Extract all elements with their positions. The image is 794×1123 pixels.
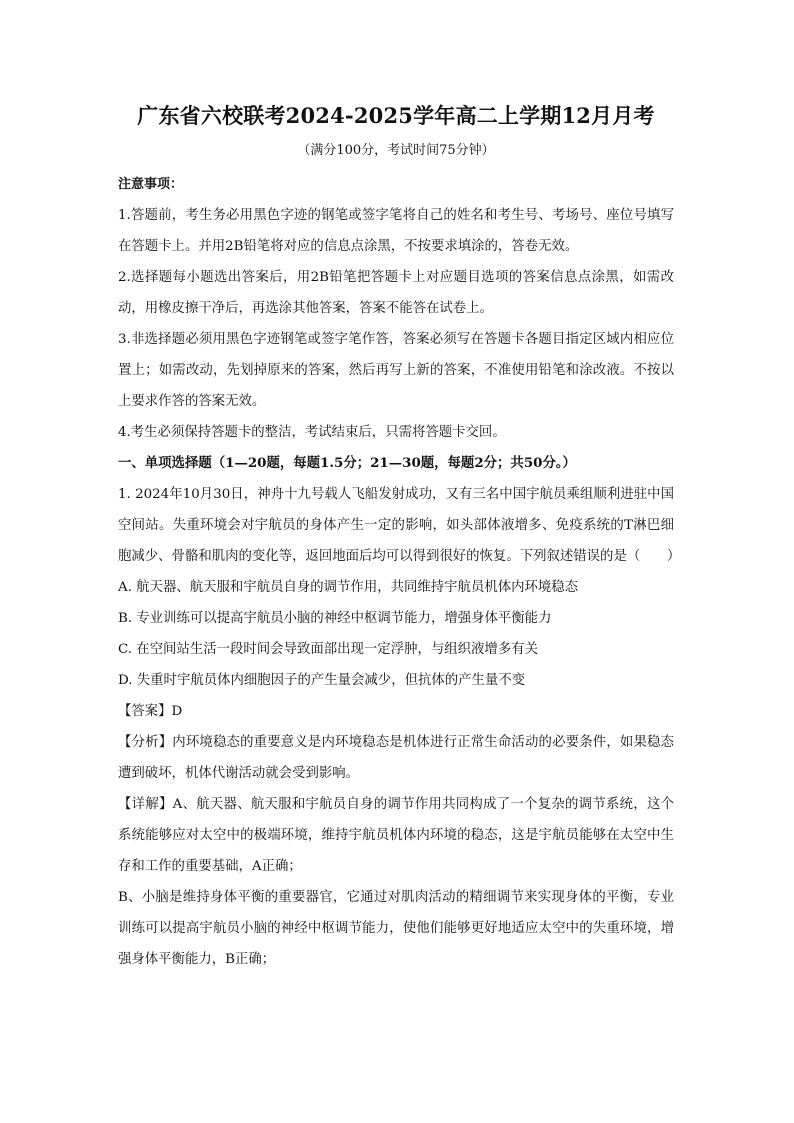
notice-item: 1.答题前，考生务必用黑色字迹的钢笔或签字笔将自己的姓名和考生号、考场号、座位号填写在答题卡上。并用2B铅笔将对应的信息点涂黑，不按要求填涂的，答卷无效。 — [118, 208, 674, 254]
document-page — [118, 100, 681, 975]
option-b: B. 专业训练可以提高宇航员小脑的神经中枢调节能力，增强身体平衡能力 — [118, 611, 552, 626]
notice-item: 4.考生必须保持答题卡的整洁，考试结束后，只需将答题卡交回。 — [118, 425, 506, 440]
page-title: 广东省六校联考2024-2025学年高二上学期12月月考 — [137, 103, 655, 128]
option-d: D. 失重时宇航员体内细胞因子的产生量会减少，但抗体的产生量不变 — [118, 673, 526, 688]
analysis-paragraph: 【分析】内环境稳态的重要意义是内环境稳态是机体进行正常生命活动的必要条件，如果稳态遭到破坏，机体代谢活动就会受到影响。 — [118, 735, 674, 781]
notice-item: 3.非选择题必须用黑色字迹钢笔或签字笔作答，答案必须写在答题卡各题目指定区域内相应位置上；如需改动，先划掉原来的答案，然后再写上新的答案，不准使用铅笔和涂改液。不按以上要求作答的答案无效。 — [118, 332, 674, 409]
option-c: C. 在空间站生活一段时间会导致面部出现一定浮肿，与组织液增多有关 — [118, 642, 538, 657]
option-a: A. 航天器、航天服和宇航员自身的调节作用，共同维持宇航员机体内环境稳态 — [118, 580, 579, 595]
notice-heading: 注意事项： — [118, 177, 184, 192]
answer-line: 【答案】D — [118, 704, 183, 719]
section-heading: 一、单项选择题（1—20题，每题1.5分；21—30题，每题2分；共50分。） — [118, 455, 576, 471]
detail-paragraph-a: 【详解】A、航天器、航天服和宇航员自身的调节作用共同构成了一个复杂的调节系统，这个系统能够应对太空中的极端环境，维持宇航员机体内环境的稳态，这是宇航员能够在太空中生存和工作的重要基础，A正确； — [118, 797, 674, 874]
question-stem: 1. 2024年10月30日，神舟十九号载人飞船发射成功，又有三名中国宇航员乘组顺利进驻中国空间站。失重环境会对宇航员的身体产生一定的影响，如头部体液增多、免疫系统的T淋巴细胞减少、骨骼和肌肉的变化等，返回地面后均可以得到很好的恢复。下列叙述错误的是（ ） — [118, 487, 681, 564]
notice-item: 2.选择题每小题选出答案后，用2B铅笔把答题卡上对应题目选项的答案信息点涂黑，如需改动，用橡皮擦干净后，再选涂其他答案，答案不能答在试卷上。 — [118, 270, 674, 316]
detail-paragraph-b: B、小脑是维持身体平衡的重要器官，它通过对肌肉活动的精细调节来实现身体的平衡，专业训练可以提高宇航员小脑的神经中枢调节能力，使他们能够更好地适应太空中的失重环境，增强身体平衡能力，B正确； — [118, 890, 674, 967]
exam-subtitle: （满分100分，考试时间75分钟） — [297, 143, 495, 158]
